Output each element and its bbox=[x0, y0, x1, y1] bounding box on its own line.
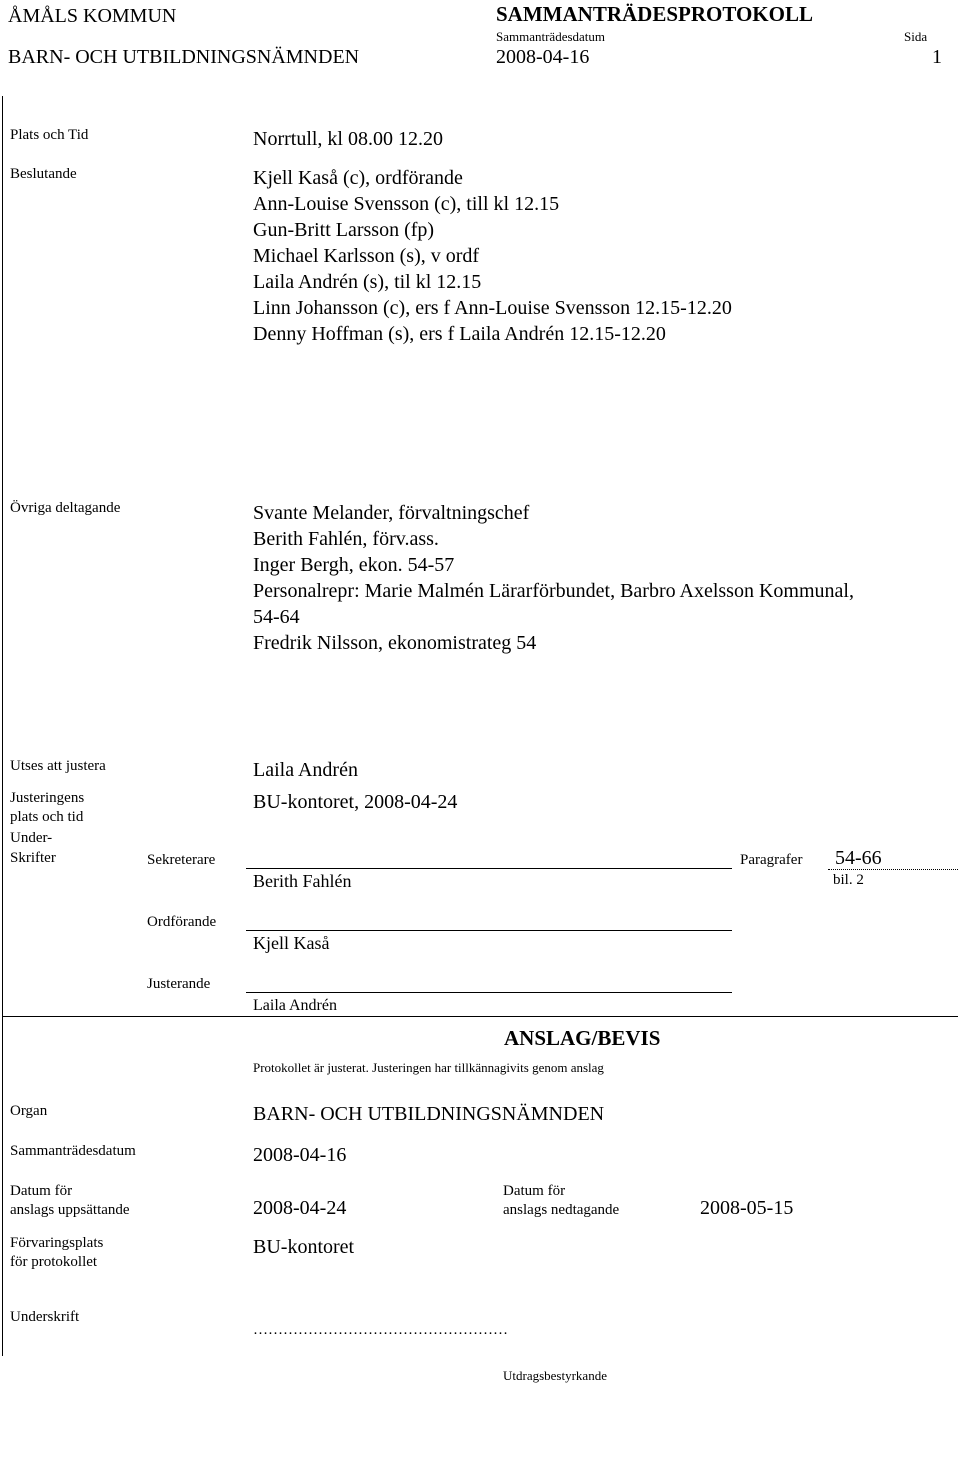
section-divider bbox=[2, 1016, 958, 1017]
plats-value: Norrtull, kl 08.00 12.20 bbox=[253, 128, 443, 150]
justering-plats-label-1: Justeringens bbox=[10, 790, 85, 806]
justerande-signature-line bbox=[246, 992, 732, 993]
bilaga: bil. 2 bbox=[833, 872, 864, 888]
member: Kjell Kaså (c), ordförande bbox=[253, 167, 463, 189]
participant: Fredrik Nilsson, ekonomistrateg 54 bbox=[253, 632, 537, 654]
justering-plats-value: BU-kontoret, 2008-04-24 bbox=[253, 791, 458, 813]
ovriga-list bbox=[253, 500, 854, 656]
utdragsbestyrkande-label: Utdragsbestyrkande bbox=[503, 1368, 607, 1383]
ordforande-signature-line bbox=[246, 930, 732, 931]
ovriga-label: Övriga deltagande bbox=[10, 500, 121, 516]
member: Michael Karlsson (s), v ordf bbox=[253, 245, 480, 267]
nedtagande-value: 2008-05-15 bbox=[700, 1197, 794, 1219]
beslutande-label: Beslutande bbox=[10, 166, 77, 182]
beslutande-list bbox=[253, 165, 732, 347]
member: Gun-Britt Larsson (fp) bbox=[253, 219, 435, 241]
participant: Berith Fahlén, förv.ass. bbox=[253, 528, 439, 550]
participant: Personalrepr: Marie Malmén Lärarförbundet, Barbro Axelsson Kommunal, bbox=[253, 580, 854, 602]
organ-value: BARN- OCH UTBILDNINGSNÄMNDEN bbox=[253, 1103, 605, 1125]
underskrift-label: Underskrift bbox=[10, 1309, 80, 1325]
organ-label: Organ bbox=[10, 1103, 48, 1119]
sammantradesdatum-value: 2008-04-16 bbox=[253, 1144, 347, 1166]
meeting-date: 2008-04-16 bbox=[496, 46, 590, 68]
uppsattande-label-2: anslags uppsättande bbox=[10, 1202, 130, 1218]
page-number: 1 bbox=[932, 46, 942, 68]
forvaringsplats-label-2: för protokollet bbox=[10, 1254, 98, 1270]
participant: 54-64 bbox=[253, 606, 300, 628]
member: Denny Hoffman (s), ers f Laila Andrén 12.15-12.20 bbox=[253, 323, 666, 345]
justerande-name: Laila Andrén bbox=[253, 997, 337, 1014]
utses-label: Utses att justera bbox=[10, 758, 106, 774]
forvaringsplats-value: BU-kontoret bbox=[253, 1236, 355, 1258]
justering-plats-label-2: plats och tid bbox=[10, 809, 84, 825]
forvaringsplats-label-1: Förvaringsplats bbox=[10, 1235, 104, 1251]
nedtagande-label-1: Datum för bbox=[503, 1183, 566, 1199]
member: Laila Andrén (s), til kl 12.15 bbox=[253, 271, 482, 293]
sammantradesdatum-label: Sammanträdesdatum bbox=[10, 1143, 136, 1159]
utses-value: Laila Andrén bbox=[253, 759, 358, 781]
uppsattande-value: 2008-04-24 bbox=[253, 1197, 347, 1219]
anslag-note: Protokollet är justerat. Justeringen har tillkännagivits genom anslag bbox=[253, 1060, 604, 1075]
sekreterare-name: Berith Fahlén bbox=[253, 871, 352, 891]
paragrafer-line bbox=[828, 869, 958, 870]
paragrafer-label: Paragrafer bbox=[740, 852, 803, 868]
ordforande-label: Ordförande bbox=[147, 914, 217, 930]
nedtagande-label-2: anslags nedtagande bbox=[503, 1202, 620, 1218]
plats-label: Plats och Tid bbox=[10, 127, 89, 143]
date-label: Sammanträdesdatum bbox=[496, 29, 606, 44]
member: Linn Johansson (c), ers f Ann-Louise Svensson 12.15-12.20 bbox=[253, 297, 732, 319]
sekreterare-label: Sekreterare bbox=[147, 852, 216, 868]
underskrift-dots: …………………………………………… bbox=[253, 1322, 508, 1338]
under-label-2: Skrifter bbox=[10, 850, 56, 866]
left-margin-line bbox=[2, 96, 3, 1356]
paragrafer-value: 54-66 bbox=[835, 847, 882, 869]
uppsattande-label-1: Datum för bbox=[10, 1183, 73, 1199]
ordforande-name: Kjell Kaså bbox=[253, 933, 330, 953]
municipality-name: ÅMÅLS KOMMUN bbox=[8, 5, 177, 27]
under-label-1: Under- bbox=[10, 830, 53, 846]
anslag-title: ANSLAG/BEVIS bbox=[504, 1026, 661, 1050]
participant: Svante Melander, förvaltningschef bbox=[253, 502, 530, 524]
participant: Inger Bergh, ekon. 54-57 bbox=[253, 554, 455, 576]
member: Ann-Louise Svensson (c), till kl 12.15 bbox=[253, 193, 560, 215]
sekreterare-signature-line bbox=[246, 868, 732, 869]
committee-name: BARN- OCH UTBILDNINGSNÄMNDEN bbox=[8, 46, 360, 68]
justerande-label: Justerande bbox=[147, 976, 211, 992]
page-label: Sida bbox=[904, 29, 928, 44]
document-type: SAMMANTRÄDESPROTOKOLL bbox=[496, 2, 813, 26]
